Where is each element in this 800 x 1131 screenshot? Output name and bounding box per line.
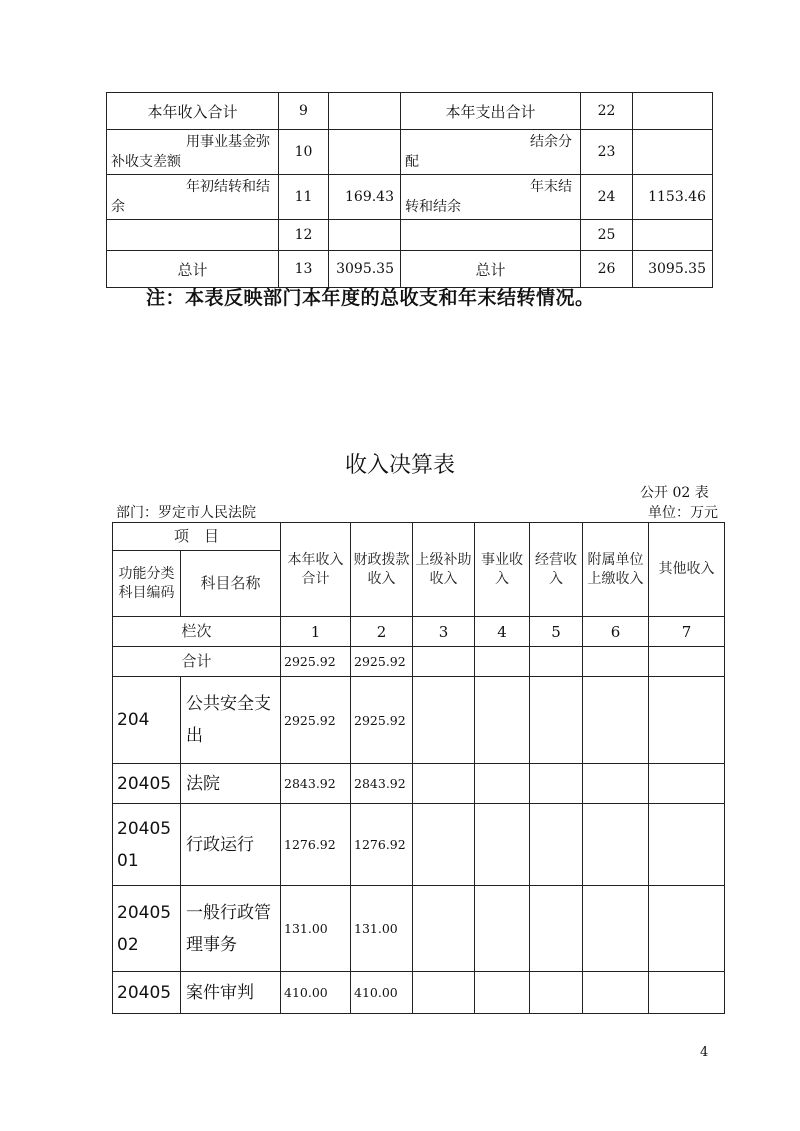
- subject-name: 案件审判: [181, 972, 281, 1014]
- row-value: 169.43: [329, 175, 401, 220]
- row-value: 1153.46: [633, 175, 713, 220]
- form-code: 公开 02 表: [640, 485, 709, 501]
- cell-value: [583, 647, 649, 677]
- page-number: 4: [700, 1045, 709, 1060]
- column-number-label: 栏次: [113, 617, 281, 647]
- func-code: 204: [113, 677, 181, 764]
- table-row: [107, 93, 713, 130]
- cell-value: [583, 886, 649, 972]
- row-label: 总计: [107, 251, 279, 288]
- cell-value: 1276.92: [351, 804, 413, 886]
- row-number: 23: [581, 130, 633, 175]
- cell-value: 2843.92: [351, 764, 413, 804]
- row-label-line: 年末结: [530, 179, 572, 195]
- cell-value: [530, 972, 583, 1014]
- table-note: 注：本表反映部门本年度的总收支和年末结转情况。: [146, 287, 595, 309]
- column-number: 1: [281, 617, 351, 647]
- cell-value: [413, 804, 475, 886]
- column-number: 3: [413, 617, 475, 647]
- cell-value: [649, 677, 725, 764]
- header-row: [113, 523, 725, 551]
- row-label-line: 转和结余: [405, 199, 461, 215]
- func-code: 2040502: [113, 886, 181, 972]
- row-label: [107, 130, 279, 175]
- cell-value: [413, 886, 475, 972]
- table-row: [113, 677, 725, 764]
- col-header: 财政拨款收入: [351, 523, 413, 617]
- row-label-line: 配: [405, 154, 419, 170]
- summary-table: [106, 92, 713, 288]
- row-value: [329, 130, 401, 175]
- col-header: 上级补助收入: [413, 523, 475, 617]
- row-number: 11: [279, 175, 329, 220]
- row-label: [107, 175, 279, 220]
- cell-value: 131.00: [351, 886, 413, 972]
- col-header: 事业收入: [475, 523, 530, 617]
- row-label: [401, 175, 581, 220]
- row-value: [633, 130, 713, 175]
- row-value: [329, 93, 401, 130]
- col-header: 其他收入: [649, 523, 725, 617]
- cell-value: [649, 886, 725, 972]
- cell-value: 2925.92: [351, 647, 413, 677]
- table-row: [107, 220, 713, 251]
- row-label: 本年收入合计: [107, 93, 279, 130]
- subject-name: 行政运行: [181, 804, 281, 886]
- col-header: 经营收入: [530, 523, 583, 617]
- table-row: [107, 175, 713, 220]
- row-label-line: 余: [111, 199, 125, 215]
- cell-value: [475, 972, 530, 1014]
- row-number: 24: [581, 175, 633, 220]
- row-value: [633, 220, 713, 251]
- row-value: 3095.35: [633, 251, 713, 288]
- row-label: [401, 220, 581, 251]
- subject-name: 公共安全支出: [181, 677, 281, 764]
- column-number: 7: [649, 617, 725, 647]
- cell-value: [475, 677, 530, 764]
- cell-value: [475, 804, 530, 886]
- table-row: [113, 764, 725, 804]
- row-label: [401, 130, 581, 175]
- report-title: 收入决算表: [344, 453, 455, 478]
- cell-value: [583, 677, 649, 764]
- cell-value: [530, 804, 583, 886]
- cell-value: [413, 647, 475, 677]
- row-label-line: 年初结转和结: [186, 179, 270, 195]
- row-value: [329, 220, 401, 251]
- func-code: 2040501: [113, 804, 181, 886]
- row-label: 总计: [401, 251, 581, 288]
- subject-name-header: 科目名称: [181, 551, 281, 617]
- row-number: 13: [279, 251, 329, 288]
- table-row: [113, 972, 725, 1014]
- func-code: 20405: [113, 972, 181, 1014]
- row-number: 22: [581, 93, 633, 130]
- col-header: 本年收入合计: [281, 523, 351, 617]
- table-row: [113, 804, 725, 886]
- cell-value: 2925.92: [281, 677, 351, 764]
- column-number: 4: [475, 617, 530, 647]
- func-code: 20405: [113, 764, 181, 804]
- cell-value: [413, 764, 475, 804]
- func-code-header: 功能分类科目编码: [113, 551, 181, 617]
- row-number: 12: [279, 220, 329, 251]
- unit-label: 单位：万元: [648, 505, 718, 521]
- cell-value: [530, 886, 583, 972]
- cell-value: [530, 647, 583, 677]
- cell-value: [475, 647, 530, 677]
- subject-name: 法院: [181, 764, 281, 804]
- cell-value: [530, 677, 583, 764]
- table-row: [107, 251, 713, 288]
- row-label-line: 用事业基金弥: [186, 134, 270, 150]
- row-label: 本年支出合计: [401, 93, 581, 130]
- row-value: 3095.35: [329, 251, 401, 288]
- cell-value: 2843.92: [281, 764, 351, 804]
- total-row: [113, 647, 725, 677]
- income-table: [112, 522, 725, 1014]
- total-label: 合计: [113, 647, 281, 677]
- row-label-line: 补收支差额: [111, 154, 181, 170]
- cell-value: [583, 804, 649, 886]
- cell-value: [413, 677, 475, 764]
- row-label: [107, 220, 279, 251]
- row-value: [633, 93, 713, 130]
- cell-value: 131.00: [281, 886, 351, 972]
- row-number: 10: [279, 130, 329, 175]
- item-header: 项 目: [113, 523, 281, 551]
- cell-value: 1276.92: [281, 804, 351, 886]
- department-label: 部门：罗定市人民法院: [116, 505, 256, 521]
- cell-value: [649, 764, 725, 804]
- subject-name: 一般行政管理事务: [181, 886, 281, 972]
- column-number: 6: [583, 617, 649, 647]
- cell-value: 2925.92: [351, 677, 413, 764]
- column-number-row: [113, 617, 725, 647]
- cell-value: 410.00: [281, 972, 351, 1014]
- cell-value: [649, 647, 725, 677]
- cell-value: [583, 972, 649, 1014]
- table-row: [107, 130, 713, 175]
- cell-value: [475, 886, 530, 972]
- column-number: 2: [351, 617, 413, 647]
- cell-value: [475, 764, 530, 804]
- cell-value: [413, 972, 475, 1014]
- row-number: 9: [279, 93, 329, 130]
- table-row: [113, 886, 725, 972]
- row-number: 26: [581, 251, 633, 288]
- col-header: 附属单位上缴收入: [583, 523, 649, 617]
- cell-value: [530, 764, 583, 804]
- row-label-line: 结余分: [530, 134, 572, 150]
- cell-value: [583, 764, 649, 804]
- cell-value: 2925.92: [281, 647, 351, 677]
- cell-value: [649, 972, 725, 1014]
- row-number: 25: [581, 220, 633, 251]
- column-number: 5: [530, 617, 583, 647]
- cell-value: [649, 804, 725, 886]
- cell-value: 410.00: [351, 972, 413, 1014]
